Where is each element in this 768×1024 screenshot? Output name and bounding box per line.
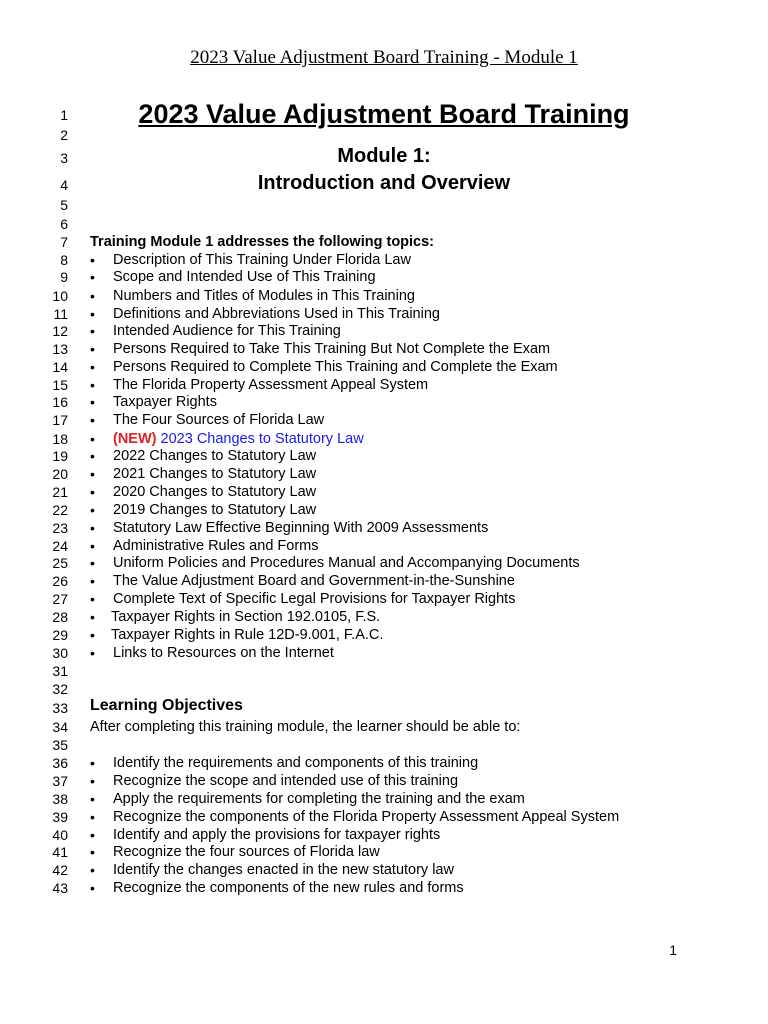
objectives-intro: After completing this training module, the learner should be able to: (90, 719, 521, 735)
topic-item: Links to Resources on the Internet (113, 645, 334, 661)
bullet-icon: • (90, 880, 95, 896)
line-number: 27 (52, 591, 68, 607)
line-number: 32 (52, 681, 68, 697)
bullet-icon: • (90, 520, 95, 536)
bullet-icon: • (90, 359, 95, 375)
line-number: 9 (60, 269, 68, 285)
line-number: 33 (52, 700, 68, 716)
bullet-icon: • (90, 645, 95, 661)
bullet-icon: • (90, 306, 95, 322)
bullet-icon: • (90, 412, 95, 428)
objective-item: Apply the requirements for completing the training and the exam (113, 791, 525, 807)
topic-item: The Four Sources of Florida Law (113, 412, 325, 428)
bullet-icon: • (90, 538, 95, 554)
topic-item-text: 2023 Changes to Statutory Law (160, 431, 364, 447)
line-number: 24 (52, 538, 68, 554)
bullet-icon: • (90, 827, 95, 843)
running-header: 2023 Value Adjustment Board Training - Module 1 (190, 47, 578, 68)
line-number: 13 (52, 341, 68, 357)
bullet-icon: • (90, 573, 95, 589)
bullet-icon: • (90, 844, 95, 860)
line-number: 19 (52, 448, 68, 464)
line-number: 14 (52, 359, 68, 375)
line-number: 22 (52, 502, 68, 518)
objective-item: Identify and apply the provisions for taxpayer rights (113, 827, 441, 843)
bullet-icon: • (90, 773, 95, 789)
module-subtitle-2: Introduction and Overview (257, 172, 511, 194)
topic-item: Taxpayer Rights in Rule 12D-9.001, F.A.C. (111, 627, 384, 643)
line-number: 17 (52, 412, 68, 428)
bullet-icon: • (90, 484, 95, 500)
topic-item: 2021 Changes to Statutory Law (113, 466, 317, 482)
objective-item: Identify the changes enacted in the new statutory law (113, 862, 454, 878)
document-title: 2023 Value Adjustment Board Training (138, 99, 630, 129)
bullet-icon: • (90, 394, 95, 410)
line-number: 3 (60, 150, 68, 166)
bullet-icon: • (90, 466, 95, 482)
topic-item: The Florida Property Assessment Appeal System (113, 377, 429, 393)
line-number: 35 (52, 737, 68, 753)
bullet-icon: • (90, 288, 95, 304)
bullet-icon: • (90, 269, 95, 285)
bullet-icon: • (90, 809, 95, 825)
line-number: 10 (52, 288, 68, 304)
line-number: 5 (60, 197, 68, 213)
line-number: 39 (52, 809, 68, 825)
line-number: 40 (52, 827, 68, 843)
line-number: 1 (60, 107, 68, 123)
line-number: 31 (52, 663, 68, 679)
line-number: 8 (60, 252, 68, 268)
topic-item: Persons Required to Complete This Training and Complete the Exam (113, 359, 558, 375)
topics-intro: Training Module 1 addresses the following topics: (90, 234, 435, 250)
page-number: 1 (669, 942, 677, 958)
topic-item: 2022 Changes to Statutory Law (113, 448, 317, 464)
bullet-icon: • (90, 448, 95, 464)
module-subtitle: Module 1: (337, 145, 431, 167)
line-number: 4 (60, 177, 68, 193)
topic-item: Description of This Training Under Florida Law (113, 252, 411, 268)
line-number: 2 (60, 127, 68, 143)
line-number: 37 (52, 773, 68, 789)
line-number: 34 (52, 719, 68, 735)
new-badge: (NEW) (113, 431, 157, 447)
bullet-icon: • (90, 502, 95, 518)
bullet-icon: • (90, 323, 95, 339)
line-number: 42 (52, 862, 68, 878)
topic-item: Scope and Intended Use of This Training (113, 269, 376, 285)
line-number: 15 (52, 377, 68, 393)
bullet-icon: • (90, 591, 95, 607)
topic-item: Numbers and Titles of Modules in This Training (113, 288, 415, 304)
bullet-icon: • (90, 252, 95, 268)
line-number: 18 (52, 431, 68, 447)
line-number: 38 (52, 791, 68, 807)
topic-item (113, 430, 364, 448)
line-number: 23 (52, 520, 68, 536)
line-number: 6 (60, 216, 68, 232)
bullet-icon: • (90, 431, 95, 447)
line-number: 25 (52, 555, 68, 571)
topic-item: Uniform Policies and Procedures Manual and Accompanying Documents (113, 555, 580, 571)
topic-item: Taxpayer Rights in Section 192.0105, F.S. (111, 609, 381, 625)
topic-item: Complete Text of Specific Legal Provisions for Taxpayer Rights (113, 591, 516, 607)
line-number: 16 (52, 394, 68, 410)
bullet-icon: • (90, 627, 95, 643)
line-number: 43 (52, 880, 68, 896)
objective-item: Recognize the components of the new rules and forms (113, 880, 464, 896)
topic-item: Statutory Law Effective Beginning With 2009 Assessments (113, 520, 489, 536)
bullet-icon: • (90, 555, 95, 571)
objective-item: Recognize the four sources of Florida law (113, 844, 380, 860)
bullet-icon: • (90, 791, 95, 807)
line-number: 28 (52, 609, 68, 625)
bullet-icon: • (90, 341, 95, 357)
line-number: 12 (52, 323, 68, 339)
line-number: 11 (53, 306, 68, 322)
line-number: 7 (60, 234, 68, 250)
objectives-heading: Learning Objectives (90, 697, 243, 714)
bullet-icon: • (90, 862, 95, 878)
topic-item: Intended Audience for This Training (113, 323, 341, 339)
line-number: 29 (52, 627, 68, 643)
objective-item: Identify the requirements and components of this training (113, 755, 479, 771)
line-number: 36 (52, 755, 68, 771)
line-number: 20 (52, 466, 68, 482)
topic-item: Taxpayer Rights (113, 394, 217, 410)
objective-item: Recognize the scope and intended use of this training (113, 773, 459, 789)
objective-item: Recognize the components of the Florida Property Assessment Appeal System (113, 809, 620, 825)
bullet-icon: • (90, 377, 95, 393)
line-number: 41 (52, 844, 68, 860)
topic-item: Persons Required to Take This Training But Not Complete the Exam (113, 341, 551, 357)
topic-item: Administrative Rules and Forms (113, 538, 319, 554)
line-number: 21 (52, 484, 68, 500)
bullet-icon: • (90, 755, 95, 771)
bullet-icon: • (90, 609, 95, 625)
topic-item: Definitions and Abbreviations Used in This Training (113, 306, 440, 322)
line-number: 30 (52, 645, 68, 661)
topic-item: 2019 Changes to Statutory Law (113, 502, 317, 518)
topic-item: The Value Adjustment Board and Government-in-the-Sunshine (113, 573, 515, 589)
topic-item: 2020 Changes to Statutory Law (113, 484, 317, 500)
line-number: 26 (52, 573, 68, 589)
